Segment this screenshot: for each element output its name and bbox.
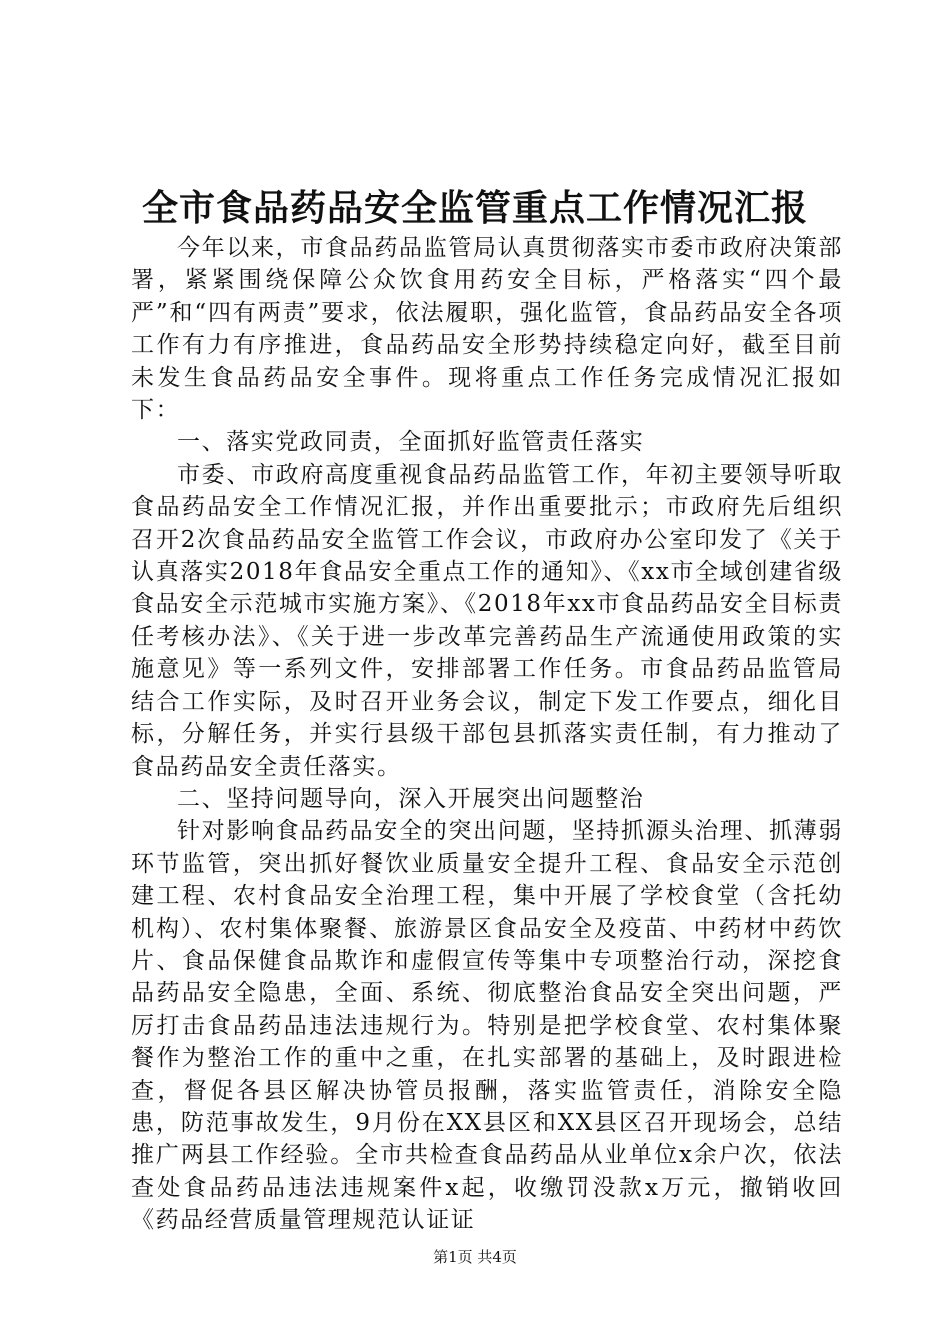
- page-footer: 第1页 共4页: [433, 1248, 517, 1266]
- document-body: [131, 232, 843, 1237]
- section-2-paragraph: 针对影响食品药品安全的突出问题，坚持抓源头治理、抓薄弱环节监管，突出抓好餐饮业质量安全提升工程、食品安全示范创建工程、农村食品安全治理工程，集中开展了学校食堂（含托幼机构）、农村集体聚餐、旅游景区食品安全及疫苗、中药材中药饮片、食品保健食品欺诈和虚假宣传等集中专项整治行动，深挖食品药品安全隐患，全面、系统、彻底整治食品安全突出问题，严厉打击食品药品违法违规行为。特别是把学校食堂、农村集体聚餐作为整治工作的重中之重，在扎实部署的基础上，及时跟进检查，督促各县区解决协管员报酬，落实监管责任，消除安全隐患，防范事故发生，9月份在XX县区和XX县区召开现场会，总结推广两县工作经验。全市共检查食品药品从业单位x余户次，依法查处食品药品违法违规案件x起，收缴罚没款x万元，撤销收回《药品经营质量管理规范认证证: [131, 818, 843, 1234]
- section-1-paragraph: 市委、市政府高度重视食品药品监管工作，年初主要领导听取食品药品安全工作情况汇报，并作出重要批示；市政府先后组织召开2次食品药品安全监管工作会议，市政府办公室印发了《关于认真落实2018年食品安全重点工作的通知》、《xx市全域创建省级食品安全示范城市实施方案》、《2018年xx市食品药品安全目标责任考核办法》、《关于进一步改革完善药品生产流通使用政策的实施意见》等一系列文件，安排部署工作任务。市食品药品监管局结合工作实际，及时召开业务会议，制定下发工作要点，细化目标，分解任务，并实行县级干部包县抓落实责任制，有力推动了食品药品安全责任落实。: [131, 461, 843, 780]
- section-heading-2: 二、坚持问题导向，深入开展突出问题整治: [177, 785, 645, 812]
- intro-paragraph: 今年以来，市食品药品监管局认真贯彻落实市委市政府决策部署，紧紧围绕保障公众饮食用药安全目标，严格落实“四个最严”和“四有两责”要求，依法履职，强化监管，食品药品安全各项工作有力有序推进，食品药品安全形势持续稳定向好，截至目前未发生食品药品安全事件。现将重点工作任务完成情况汇报如下：: [131, 235, 843, 424]
- document-title: 全市食品药品安全监管重点工作情况汇报: [141, 187, 808, 229]
- section-heading-1: 一、落实党政同责，全面抓好监管责任落实: [177, 429, 645, 456]
